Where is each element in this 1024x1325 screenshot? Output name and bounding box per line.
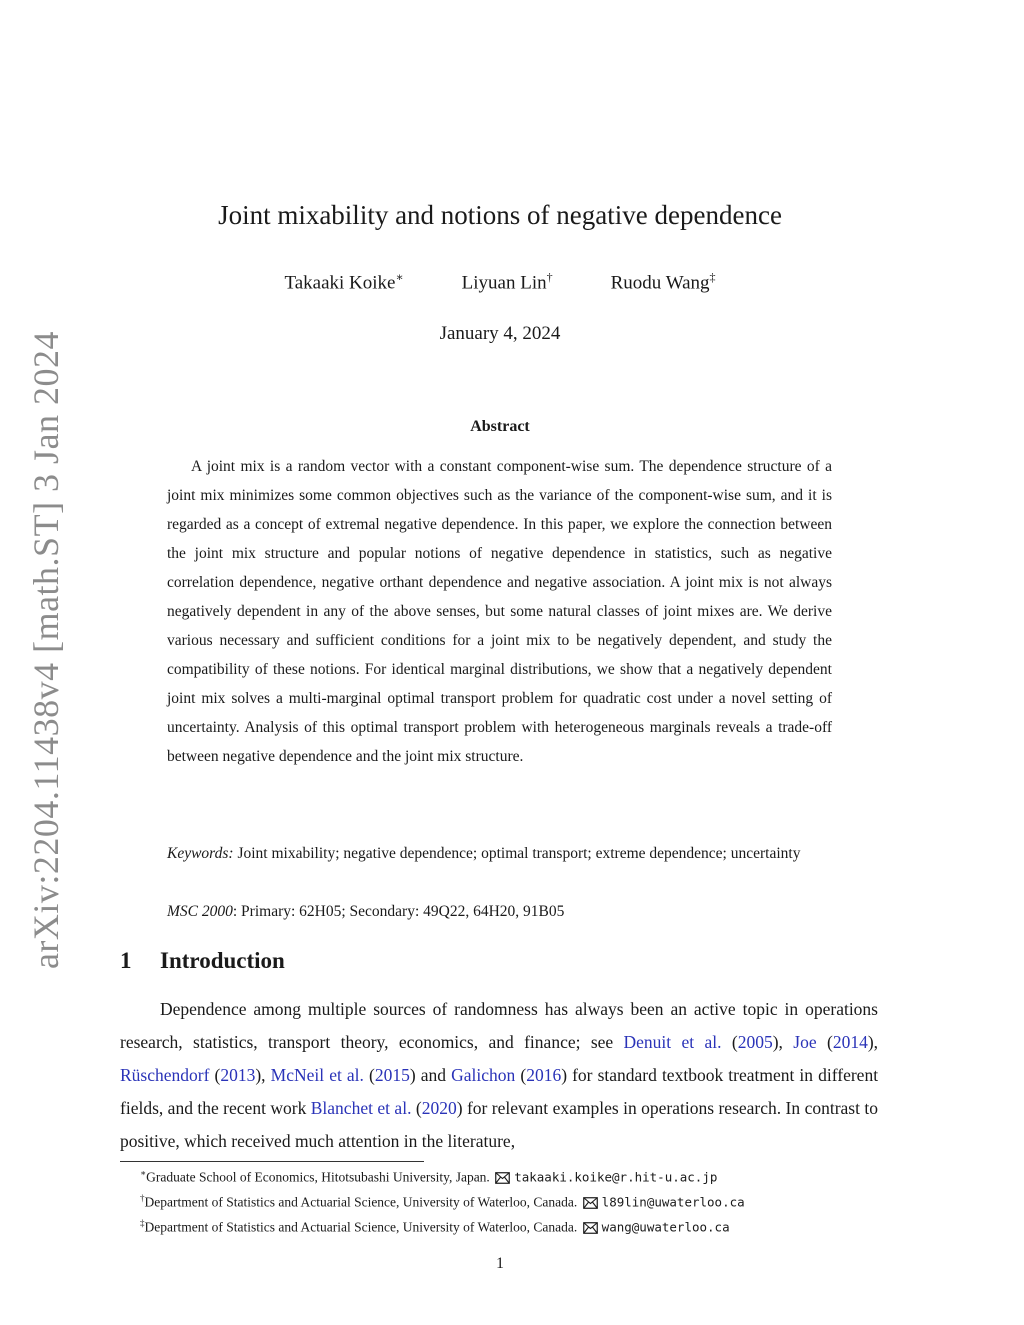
footnote-affiliation: Graduate School of Economics, Hitotsubashi University, Japan.	[146, 1169, 490, 1185]
author-footnote-mark[interactable]: ‡	[709, 270, 716, 284]
footnote-divider	[120, 1161, 424, 1162]
footnote-lin	[140, 1188, 900, 1213]
section-heading-introduction	[120, 948, 285, 974]
citation-link[interactable]: Rüschendorf	[120, 1065, 210, 1085]
intro-text: (	[411, 1098, 422, 1118]
intro-text: (	[515, 1065, 527, 1085]
msc-text: : Primary: 62H05; Secondary: 49Q22, 64H20, 91B05	[232, 903, 565, 920]
author-footnote-mark[interactable]: ∗	[395, 270, 404, 284]
author-name: Takaaki Koike	[284, 272, 396, 294]
author-lin	[462, 270, 553, 294]
citation-link[interactable]: McNeil et al.	[270, 1065, 364, 1085]
citation-year-link[interactable]: 2015	[374, 1065, 410, 1085]
introduction-paragraph	[120, 993, 878, 1158]
abstract-heading: Abstract	[470, 418, 530, 435]
keywords	[167, 839, 832, 868]
intro-text: (	[721, 1032, 738, 1052]
envelope-icon	[583, 1197, 598, 1209]
citation-link[interactable]: Blanchet et al.	[310, 1098, 412, 1118]
intro-text: ) and	[409, 1065, 452, 1085]
footnote-mark: †	[140, 1193, 145, 1203]
intro-text: ) for standard textbook treatment in different fields, and the recent work	[120, 1065, 879, 1118]
publication-date: January 4, 2024	[439, 323, 561, 344]
citation-year-link[interactable]: 2020	[421, 1098, 457, 1118]
intro-text: ) for relevant examples in operations research. In contrast to positive, which received much attention in the literature,	[120, 1098, 879, 1151]
footnote-affiliation: Department of Statistics and Actuarial Science, University of Waterloo, Canada.	[144, 1219, 578, 1235]
author-koike	[284, 270, 403, 294]
intro-text: (	[816, 1032, 833, 1052]
author-name: Ruodu Wang	[610, 272, 710, 294]
footnotes	[140, 1163, 900, 1238]
intro-text: ),	[772, 1032, 794, 1052]
envelope-icon	[583, 1222, 598, 1234]
author-list	[0, 270, 1000, 294]
footnote-mark: ∗	[140, 1168, 147, 1178]
author-wang	[611, 270, 716, 294]
page-number: 1	[496, 1255, 504, 1272]
section-number: 1	[120, 948, 132, 973]
author-footnote-mark[interactable]: †	[546, 270, 553, 284]
footnote-affiliation: Department of Statistics and Actuarial Science, University of Waterloo, Canada.	[144, 1194, 578, 1210]
footnote-koike	[140, 1163, 900, 1188]
citation-link[interactable]: Galichon	[451, 1065, 516, 1085]
intro-text: (	[363, 1065, 375, 1085]
citation-link[interactable]: Joe	[793, 1032, 817, 1052]
citation-year-link[interactable]: 2016	[526, 1065, 562, 1085]
footnote-mark: ‡	[140, 1218, 145, 1228]
citation-year-link[interactable]: 2014	[832, 1032, 868, 1052]
footnote-wang	[140, 1213, 900, 1238]
citation-link[interactable]: Denuit et al.	[623, 1032, 722, 1052]
citation-year-link[interactable]: 2013	[220, 1065, 256, 1085]
author-name: Liyuan Lin	[461, 272, 547, 294]
intro-text: (	[209, 1065, 221, 1085]
citation-year-link[interactable]: 2005	[737, 1032, 773, 1052]
intro-text: Dependence among multiple sources of randomness has always been an active topic in operations research, statistics, transport theory, economics, and finance; see	[120, 999, 878, 1052]
abstract-body: A joint mix is a random vector with a constant component-wise sum. The dependence structure of a joint mix minimizes some common objectives such as the variance of the component-wise sum, and it is regarded as a concept of extremal negative dependence. In this paper, we explore the connection between the joint mix structure and popular notions of negative dependence in statistics, such as negative correlation dependence, negative orthant dependence and negative association. A joint mix is not always negatively dependent in any of the above senses, but some natural classes of joint mixes are. We derive various necessary and sufficient conditions for a joint mix to be negatively dependent, and study the compatibility of these notions. For identical marginal distributions, we show that a negatively dependent joint mix solves a multi-marginal optimal transport problem for quadratic cost under a novel setting of uncertainty. Analysis of this optimal transport problem with heterogeneous marginals reveals a trade-off between negative dependence and the joint mix structure.	[167, 458, 832, 765]
email-link[interactable]: wang@uwaterloo.ca	[601, 1219, 730, 1235]
email-link[interactable]: takaaki.koike@r.hit-u.ac.jp	[514, 1169, 718, 1185]
arxiv-identifier-stamp: arXiv:2204.11438v4 [math.ST] 3 Jan 2024	[26, 330, 66, 970]
keywords-text: Joint mixability; negative dependence; optimal transport; extreme dependence; uncertainty	[237, 845, 801, 862]
msc-classification	[167, 897, 832, 926]
intro-text: ),	[255, 1065, 271, 1085]
msc-label: MSC 2000	[167, 903, 233, 920]
intro-text: ),	[867, 1032, 879, 1052]
email-link[interactable]: l89lin@uwaterloo.ca	[601, 1194, 745, 1210]
paper-title: Joint mixability and notions of negative dependence	[218, 200, 782, 230]
keywords-label: Keywords:	[167, 845, 234, 862]
envelope-icon	[495, 1172, 510, 1184]
section-title: Introduction	[160, 948, 285, 973]
